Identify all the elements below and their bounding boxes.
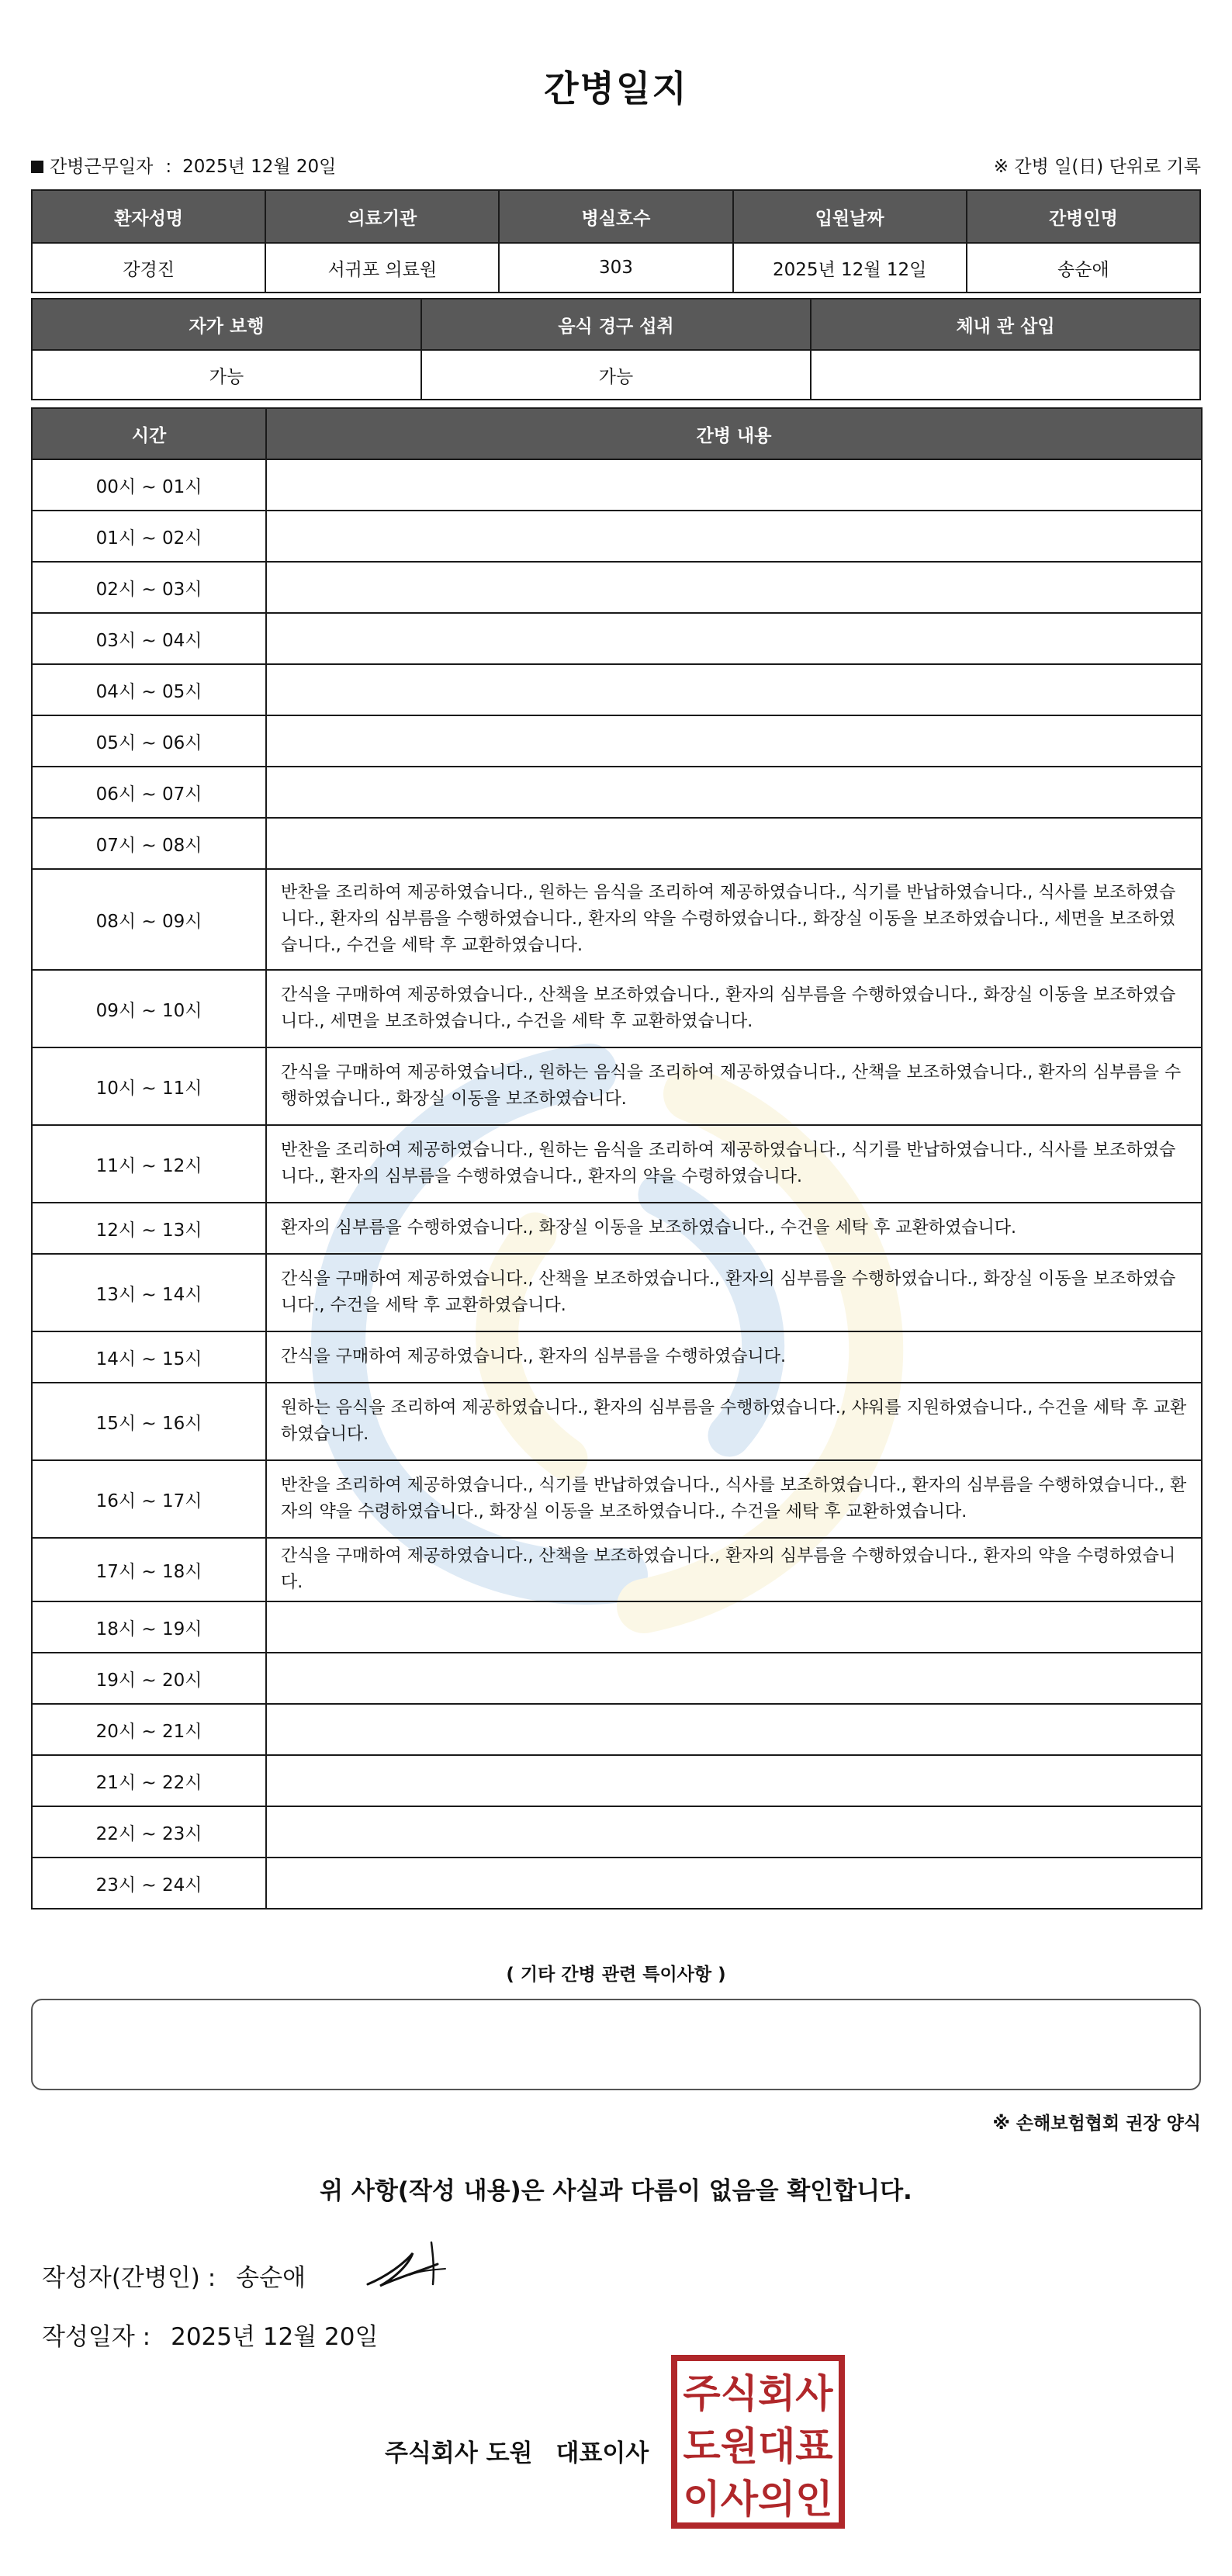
care-date-line: [31, 152, 336, 178]
log-time-cell: 12시 ~ 13시: [32, 1203, 266, 1254]
care-date-label: 간병근무일자: [50, 157, 154, 177]
header-oral-intake: 음식 경구 섭취: [421, 299, 811, 350]
table-row: [32, 1538, 1202, 1601]
log-content-cell: [266, 511, 1202, 562]
log-content-cell: 간식을 구매하여 제공하였습니다., 산책을 보조하였습니다., 환자의 심부름을 수행하였습니다., 화장실 이동을 보조하였습니다., 세면을 보조하였습니다., 수건을 세탁 후 교환하였습니다.: [266, 970, 1202, 1047]
log-content-cell: 반찬을 조리하여 제공하였습니다., 원하는 음식을 조리하여 제공하였습니다., 식기를 반납하였습니다., 식사를 보조하였습니다., 환자의 심부름을 수행하였습니다., 환자의 약을 수령하였습니다.: [266, 1125, 1202, 1203]
table-row: [32, 1460, 1202, 1538]
company-name: 주식회사 도원: [385, 2439, 533, 2467]
log-content-cell: [266, 613, 1202, 664]
written-date-value: 2025년 12월 20일: [171, 2323, 379, 2351]
log-content-cell: 간식을 구매하여 제공하였습니다., 산책을 보조하였습니다., 환자의 심부름을 수행하였습니다., 환자의 약을 수령하였습니다.: [266, 1538, 1202, 1601]
table-row: [32, 1704, 1202, 1755]
room-number: 303: [499, 243, 732, 293]
log-time-cell: 23시 ~ 24시: [32, 1858, 266, 1909]
writer-name: 송순애: [236, 2264, 306, 2292]
log-time-cell: 18시 ~ 19시: [32, 1601, 266, 1653]
log-content-cell: [266, 1806, 1202, 1858]
recommended-form-note: ※ 손해보험협회 권장 양식: [992, 2114, 1201, 2134]
log-time-cell: 07시 ~ 08시: [32, 818, 266, 869]
log-content-cell: [266, 1704, 1202, 1755]
table-row: [32, 818, 1202, 869]
log-time-cell: 08시 ~ 09시: [32, 869, 266, 970]
remarks-label: ( 기타 간병 관련 특이사항 ): [506, 1965, 726, 1985]
hospital-name: 서귀포 의료원: [265, 243, 499, 293]
confirmation-statement: 위 사항(작성 내용)은 사실과 다름이 없음을 확인합니다.: [320, 2177, 912, 2205]
header-tube-insertion: 체내 관 삽입: [811, 299, 1200, 350]
table-row: [32, 562, 1202, 613]
log-time-cell: 04시 ~ 05시: [32, 664, 266, 715]
writer-label: 작성자(간병인) :: [42, 2264, 216, 2292]
table-row: [32, 1047, 1202, 1125]
table-row: [32, 869, 1202, 970]
log-content-cell: [266, 818, 1202, 869]
log-content-cell: 간식을 구매하여 제공하였습니다., 산책을 보조하였습니다., 환자의 심부름을 수행하였습니다., 화장실 이동을 보조하였습니다., 수건을 세탁 후 교환하였습니다.: [266, 1254, 1202, 1331]
svg-text:이사의인: 이사의인: [683, 2477, 833, 2522]
table-row: [32, 1125, 1202, 1203]
header-patient-name: 환자성명: [32, 190, 265, 243]
header-room-number: 병실호수: [499, 190, 732, 243]
table-row: [32, 1383, 1202, 1460]
log-content-cell: [266, 1653, 1202, 1704]
table-row: [32, 459, 1202, 511]
table-row: [32, 1653, 1202, 1704]
log-time-cell: 02시 ~ 03시: [32, 562, 266, 613]
header-admission-date: 입원날짜: [733, 190, 967, 243]
table-row: [32, 1806, 1202, 1858]
oral-intake-value: 가능: [421, 350, 811, 400]
representative-title: 대표이사: [555, 2439, 649, 2467]
log-time-cell: 00시 ~ 01시: [32, 459, 266, 511]
log-time-cell: 20시 ~ 21시: [32, 1704, 266, 1755]
patient-status-table: [31, 298, 1201, 400]
self-walking-value: 가능: [32, 350, 421, 400]
log-content-cell: 반찬을 조리하여 제공하였습니다., 원하는 음식을 조리하여 제공하였습니다., 식기를 반납하였습니다., 식사를 보조하였습니다., 환자의 심부름을 수행하였습니다., 환자의 약을 수령하였습니다., 화장실 이동을 보조하였습니다., 세면을 보조하였습니다., 수건을 세탁 후 교환하였습니다.: [266, 869, 1202, 970]
company-line: [385, 2433, 649, 2468]
care-date-value: 2025년 12월 20일: [182, 157, 337, 177]
writer-line: [42, 2258, 306, 2293]
log-time-cell: 13시 ~ 14시: [32, 1254, 266, 1331]
log-time-cell: 05시 ~ 06시: [32, 715, 266, 767]
written-date-label: 작성일자 :: [42, 2323, 151, 2351]
log-content-cell: [266, 1858, 1202, 1909]
tube-insertion-value: [811, 350, 1200, 400]
header-hospital: 의료기관: [265, 190, 499, 243]
hourly-care-log-table: [31, 407, 1203, 1909]
log-content-cell: [266, 767, 1202, 818]
header-time: 시간: [32, 408, 266, 459]
log-time-cell: 11시 ~ 12시: [32, 1125, 266, 1203]
table-row: [32, 613, 1202, 664]
log-content-cell: 반찬을 조리하여 제공하였습니다., 식기를 반납하였습니다., 식사를 보조하였습니다., 환자의 심부름을 수행하였습니다., 환자의 약을 수령하였습니다., 화장실 이동을 보조하였습니다., 수건을 세탁 후 교환하였습니다.: [266, 1460, 1202, 1538]
table-row: [32, 1858, 1202, 1909]
header-caregiver-name: 간병인명: [967, 190, 1200, 243]
square-bullet-icon: [31, 161, 43, 173]
header-care-content: 간병 내용: [266, 408, 1202, 459]
log-time-cell: 21시 ~ 22시: [32, 1755, 266, 1806]
table-row: [32, 1755, 1202, 1806]
log-time-cell: 06시 ~ 07시: [32, 767, 266, 818]
table-row: [32, 970, 1202, 1047]
remarks-box: [31, 1999, 1201, 2090]
written-date-line: [42, 2317, 378, 2352]
log-content-cell: [266, 1755, 1202, 1806]
patient-name: 강경진: [32, 243, 265, 293]
svg-text:도원대표: 도원대표: [683, 2424, 833, 2469]
daily-unit-note: ※ 간병 일(日) 단위로 기록: [993, 157, 1201, 177]
log-content-cell: [266, 459, 1202, 511]
table-row: [32, 715, 1202, 767]
log-content-cell: 환자의 심부름을 수행하였습니다., 화장실 이동을 보조하였습니다., 수건을 세탁 후 교환하였습니다.: [266, 1203, 1202, 1254]
log-time-cell: 01시 ~ 02시: [32, 511, 266, 562]
admission-date: 2025년 12월 12일: [733, 243, 967, 293]
company-seal-icon: [670, 2354, 846, 2529]
log-content-cell: [266, 562, 1202, 613]
log-time-cell: 19시 ~ 20시: [32, 1653, 266, 1704]
log-content-cell: [266, 1601, 1202, 1653]
log-content-cell: 간식을 구매하여 제공하였습니다., 환자의 심부름을 수행하였습니다.: [266, 1331, 1202, 1383]
table-row: [32, 1601, 1202, 1653]
log-time-cell: 03시 ~ 04시: [32, 613, 266, 664]
log-time-cell: 10시 ~ 11시: [32, 1047, 266, 1125]
log-content-cell: 간식을 구매하여 제공하였습니다., 원하는 음식을 조리하여 제공하였습니다., 산책을 보조하였습니다., 환자의 심부름을 수행하였습니다., 화장실 이동을 보조하였습니다.: [266, 1047, 1202, 1125]
table-row: [32, 767, 1202, 818]
caregiver-name: 송순애: [967, 243, 1200, 293]
signature-icon: [363, 2238, 456, 2292]
table-row: [32, 511, 1202, 562]
table-row: [32, 1331, 1202, 1383]
log-content-cell: 원하는 음식을 조리하여 제공하였습니다., 환자의 심부름을 수행하였습니다., 샤워를 지원하였습니다., 수건을 세탁 후 교환하였습니다.: [266, 1383, 1202, 1460]
header-self-walking: 자가 보행: [32, 299, 421, 350]
log-time-cell: 22시 ~ 23시: [32, 1806, 266, 1858]
table-row: [32, 664, 1202, 715]
log-rows: [32, 459, 1202, 1909]
log-time-cell: 15시 ~ 16시: [32, 1383, 266, 1460]
log-time-cell: 09시 ~ 10시: [32, 970, 266, 1047]
svg-text:주식회사: 주식회사: [683, 2371, 833, 2416]
table-row: [32, 1254, 1202, 1331]
log-time-cell: 17시 ~ 18시: [32, 1538, 266, 1601]
care-date-separator: :: [165, 157, 172, 177]
table-row: [32, 1203, 1202, 1254]
log-time-cell: 14시 ~ 15시: [32, 1331, 266, 1383]
log-content-cell: [266, 664, 1202, 715]
patient-info-table: [31, 189, 1201, 293]
log-time-cell: 16시 ~ 17시: [32, 1460, 266, 1538]
log-content-cell: [266, 715, 1202, 767]
document-title: 간병일지: [544, 68, 688, 109]
